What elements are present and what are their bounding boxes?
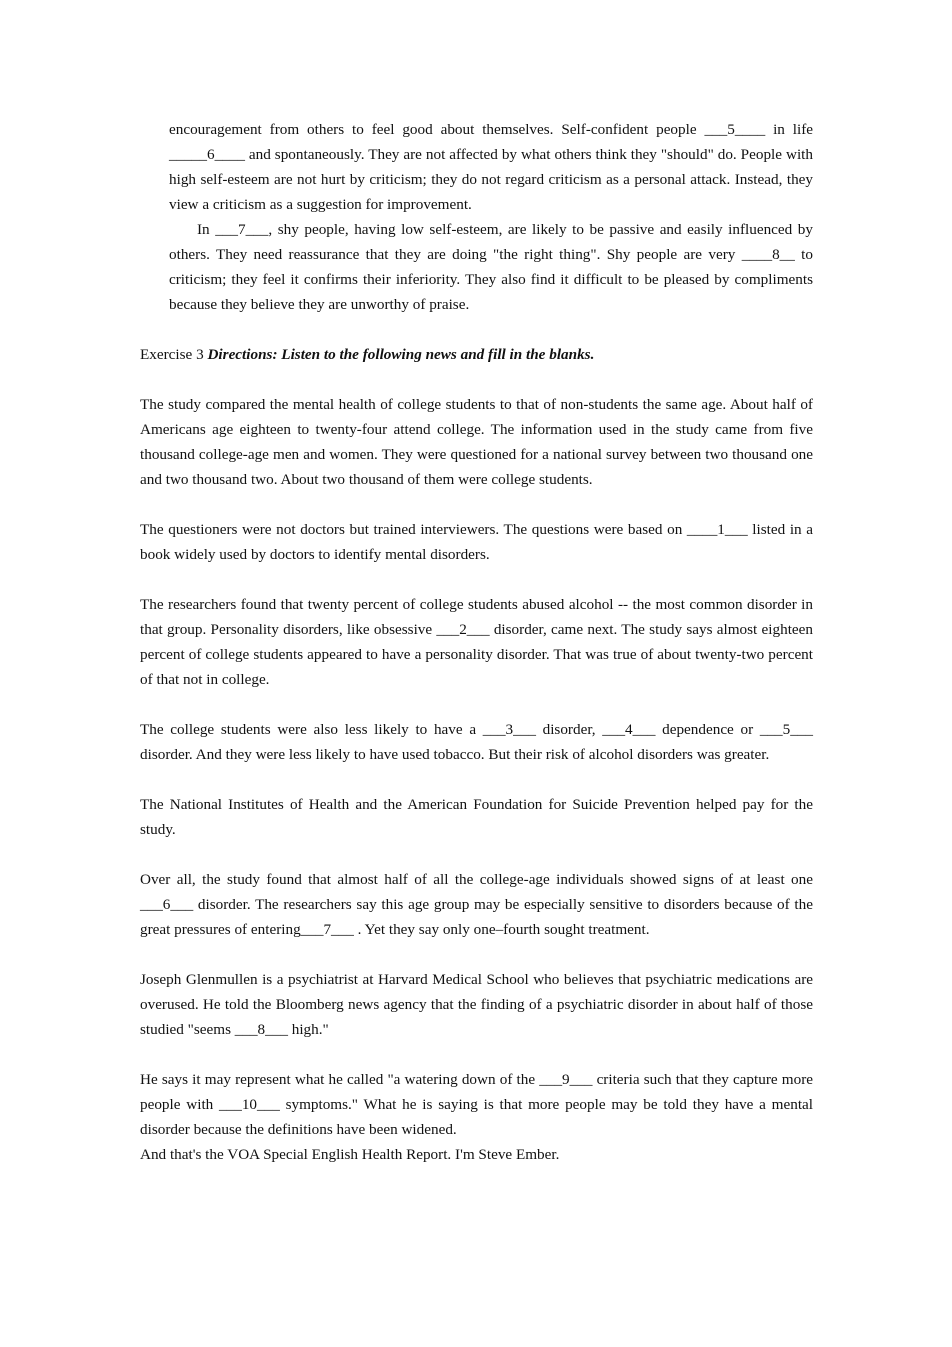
- passage-paragraph: In ___7___, shy people, having low self-esteem, are likely to be passive and easily influenced by others. They need reassurance that they are doing "the right thing". Shy people are very ____8__ to criticism; they feel it confirms their inferiority. They also find it difficult to be pleased by compliments because they believe they are unworthy of praise.: [169, 221, 813, 313]
- exercise-label: Exercise 3: [140, 346, 208, 363]
- news-paragraph: The study compared the mental health of college students to that of non-students the same age. About half of Americans age eighteen to twenty-four attend college. The information used in the study came from five thousand college-age men and women. They were questioned for a national survey between two thousand one and two thousand two. About two thousand of them were college students.: [140, 396, 813, 488]
- passage-continuation: [169, 117, 813, 317]
- news-paragraph: The questioners were not doctors but trained interviewers. The questions were based on ____1___ listed in a book widely used by doctors to identify mental disorders.: [140, 521, 813, 563]
- news-paragraph: The National Institutes of Health and the American Foundation for Suicide Prevention helped pay for the study.: [140, 796, 813, 838]
- news-paragraph: Over all, the study found that almost half of all the college-age individuals showed signs of at least one ___6___ disorder. The researchers say this age group may be especially sensitive to disorders because of the great pressures of entering___7___ . Yet they say only one–fourth sought treatment.: [140, 871, 813, 938]
- news-paragraph: He says it may represent what he called "a watering down of the ___9___ criteria such that they capture more people with ___10___ symptoms." What he is saying is that more people may be told they have a mental disorder because the definitions have been widened.: [140, 1071, 813, 1138]
- passage-paragraph: encouragement from others to feel good about themselves. Self-confident people ___5____ in life _____6____ and spontaneously. They are not affected by what others think they "should" do. People with high self-esteem are not hurt by criticism; they do not regard criticism as a personal attack. Instead, they view a criticism as a suggestion for improvement.: [169, 121, 813, 213]
- exercise-3-section: [140, 342, 813, 1167]
- exercise-heading: [140, 342, 813, 367]
- closing-line: And that's the VOA Special English Health Report. I'm Steve Ember.: [140, 1146, 560, 1163]
- news-paragraph: The researchers found that twenty percent of college students abused alcohol -- the most common disorder in that group. Personality disorders, like obsessive ___2___ disorder, came next. The study says almost eighteen percent of college students appeared to have a personality disorder. That was true of about twenty-two percent of that not in college.: [140, 596, 813, 688]
- news-paragraph: Joseph Glenmullen is a psychiatrist at Harvard Medical School who believes that psychiatric medications are overused. He told the Bloomberg news agency that the finding of a psychiatric disorder in about half of those studied "seems ___8___ high.": [140, 971, 813, 1038]
- news-paragraph: The college students were also less likely to have a ___3___ disorder, ___4___ dependence or ___5___ disorder. And they were less likely to have used tobacco. But their risk of alcohol disorders was greater.: [140, 721, 813, 763]
- exercise-directions: Directions: Listen to the following news and fill in the blanks.: [207, 346, 595, 363]
